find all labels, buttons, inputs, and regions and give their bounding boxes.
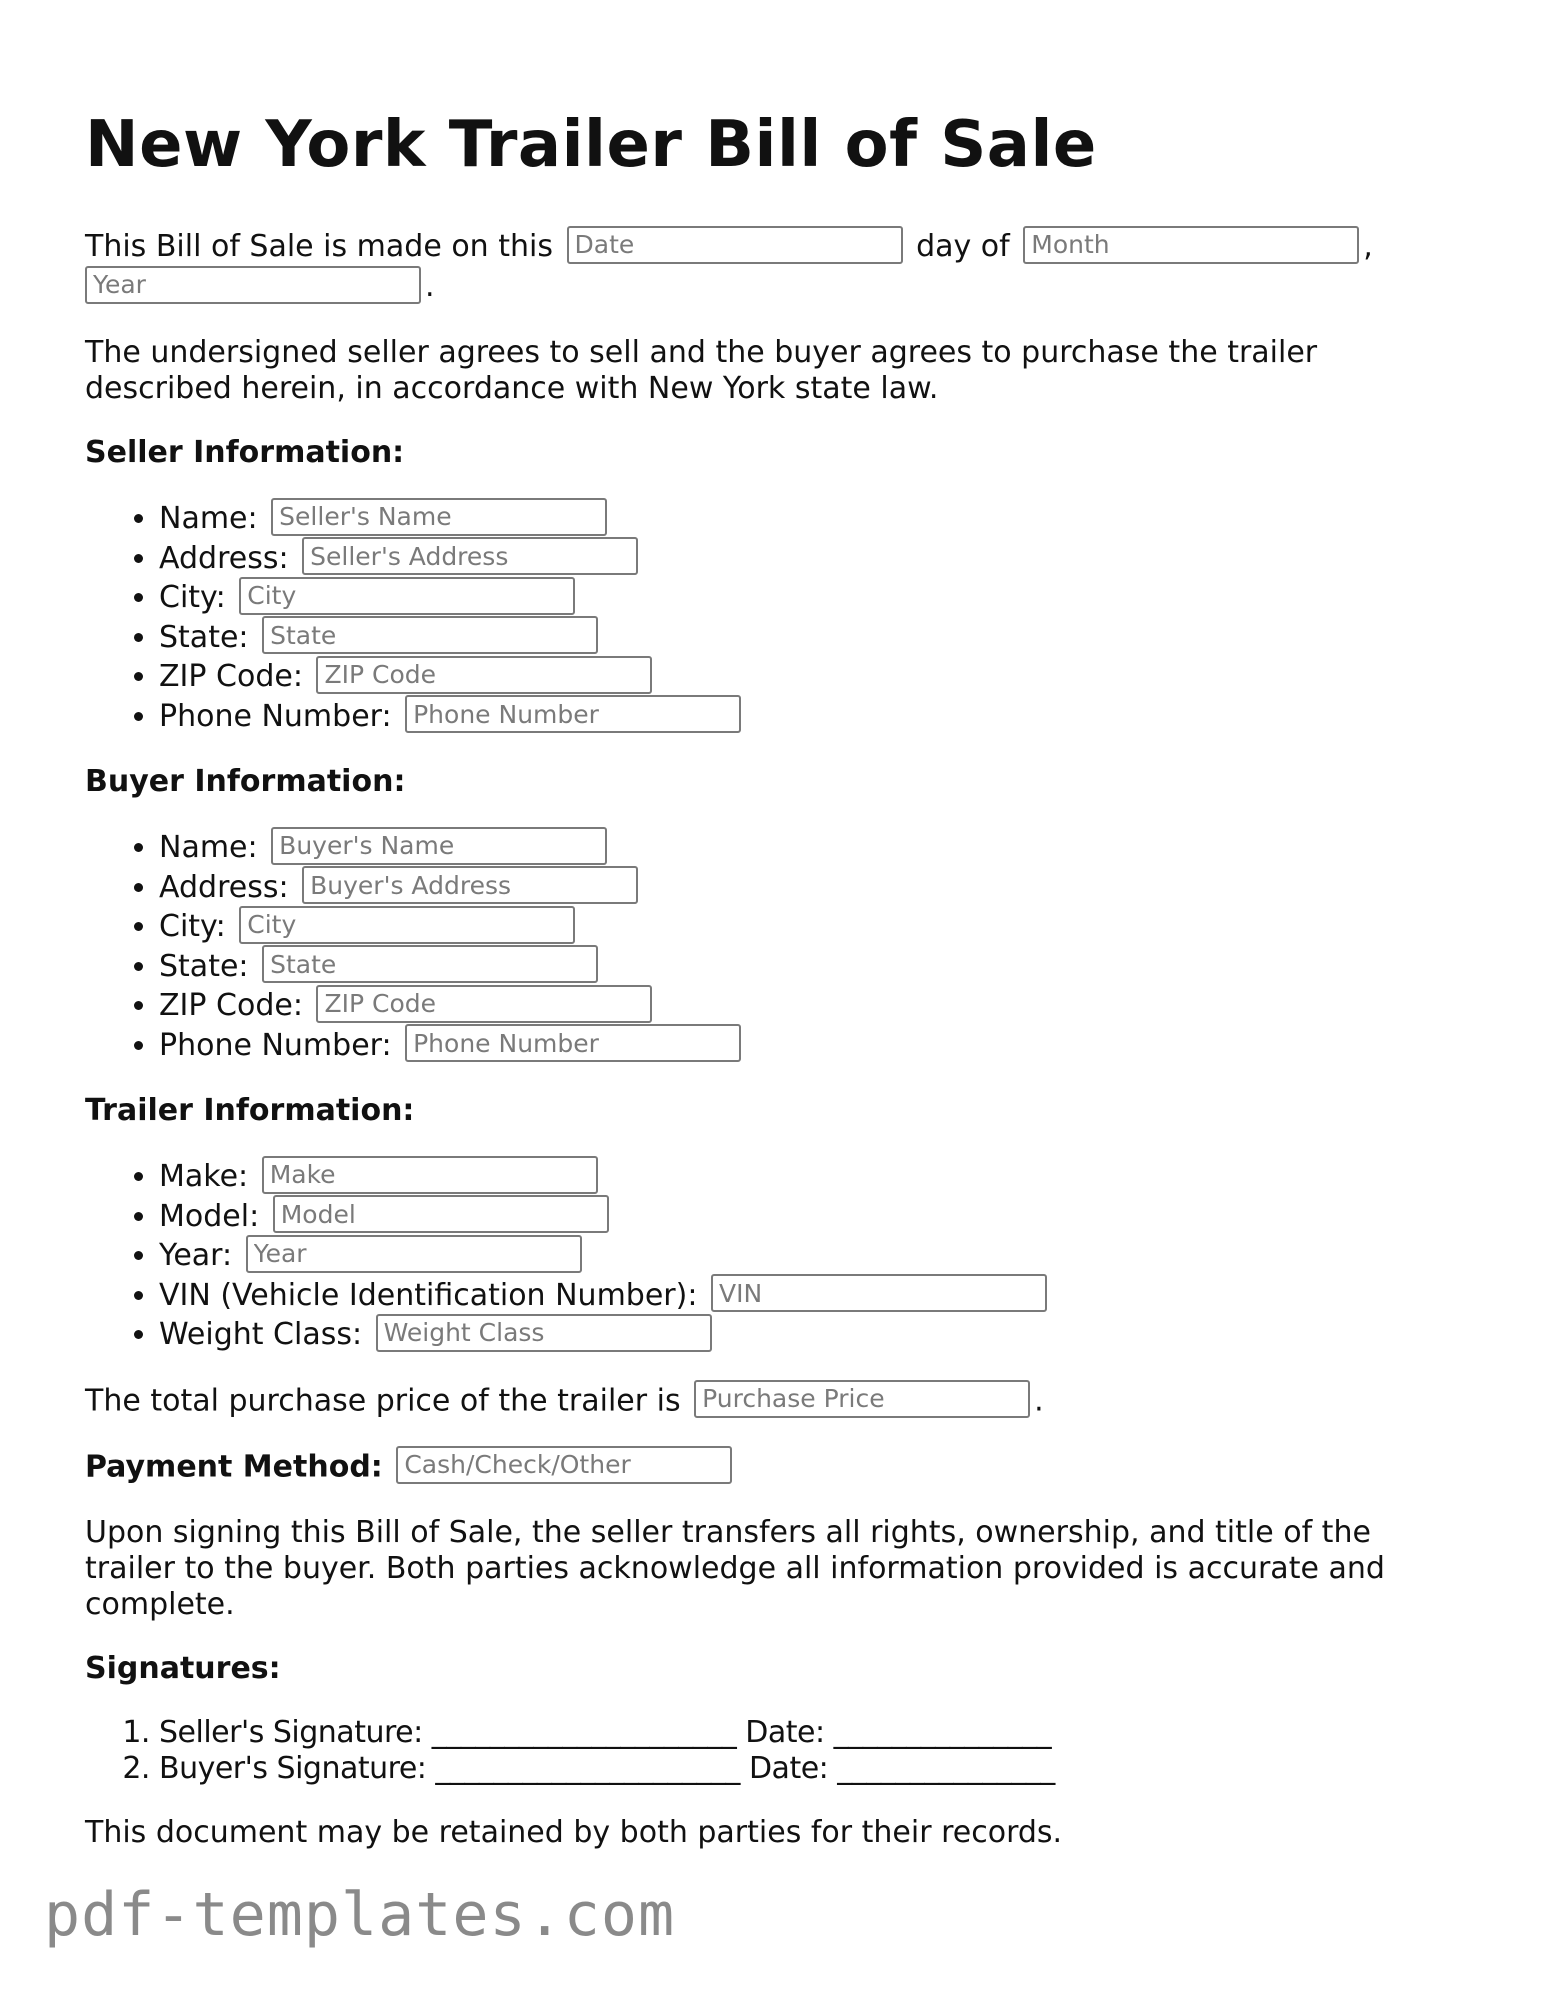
- buyer-signature-line: 2. Buyer's Signature: _____________________ Date: _______________: [159, 1751, 1465, 1787]
- field-label: Address:: [159, 540, 289, 576]
- seller-city-input[interactable]: [239, 577, 575, 615]
- field-label: Model:: [159, 1198, 260, 1234]
- watermark: pdf-templates.com: [44, 1880, 676, 1950]
- intro-comma: ,: [1363, 229, 1373, 264]
- month-input[interactable]: [1023, 226, 1359, 264]
- seller-phone-input[interactable]: [405, 695, 741, 733]
- trailer-field-list: [85, 1157, 1465, 1355]
- list-item: [159, 986, 1465, 1026]
- buyer-heading: Buyer Information:: [85, 764, 406, 799]
- intro-day-of: day of: [916, 229, 1010, 264]
- field-label: City:: [159, 909, 226, 944]
- seller-state-input[interactable]: [262, 616, 598, 654]
- field-label: Phone Number:: [159, 1027, 392, 1063]
- field-label: Make:: [159, 1159, 249, 1194]
- intro-period: .: [425, 269, 435, 304]
- trailer-weight-class-input[interactable]: [376, 1314, 712, 1352]
- field-label: City:: [159, 580, 226, 615]
- field-label: Name:: [159, 830, 258, 865]
- trailer-vin-input[interactable]: [711, 1274, 1047, 1312]
- field-label: VIN (Vehicle Identification Number):: [159, 1277, 698, 1313]
- list-item: [159, 947, 1465, 987]
- price-period: .: [1034, 1383, 1044, 1418]
- price-prefix: The total purchase price of the trailer is: [85, 1383, 681, 1418]
- buyer-state-input[interactable]: [262, 945, 598, 983]
- buyer-phone-input[interactable]: [405, 1024, 741, 1062]
- seller-heading: Seller Information:: [85, 435, 405, 470]
- trailer-make-input[interactable]: [262, 1156, 598, 1194]
- list-item: [159, 618, 1465, 658]
- field-label: State:: [159, 948, 249, 984]
- seller-field-list: [85, 499, 1465, 736]
- buyer-address-input[interactable]: [302, 866, 638, 904]
- list-item: [159, 539, 1465, 579]
- year-input[interactable]: [85, 266, 421, 304]
- list-item: [159, 1197, 1465, 1237]
- field-label: Address:: [159, 869, 289, 905]
- purchase-price-input[interactable]: [694, 1380, 1030, 1418]
- buyer-city-input[interactable]: [239, 906, 575, 944]
- page-title: New York Trailer Bill of Sale: [85, 108, 1097, 182]
- field-label: ZIP Code:: [159, 988, 303, 1023]
- field-label: Year:: [159, 1238, 233, 1273]
- payment-method-row: [85, 1449, 1465, 1487]
- list-item: [159, 907, 1465, 947]
- buyer-zip-input[interactable]: [316, 985, 652, 1023]
- trailer-model-input[interactable]: [273, 1195, 609, 1233]
- buyer-name-input[interactable]: [271, 827, 607, 865]
- list-item: [159, 499, 1465, 539]
- seller-zip-input[interactable]: [316, 656, 652, 694]
- trailer-heading: Trailer Information:: [85, 1093, 415, 1128]
- list-item: [159, 828, 1465, 868]
- payment-method-label: Payment Method:: [85, 1449, 383, 1484]
- list-item: [159, 1026, 1465, 1066]
- list-item: [159, 657, 1465, 697]
- price-sentence: [85, 1383, 1465, 1421]
- date-input[interactable]: [567, 226, 903, 264]
- field-label: State:: [159, 619, 249, 655]
- list-item: [159, 1276, 1465, 1316]
- trailer-year-input[interactable]: [246, 1235, 582, 1273]
- list-item: [159, 1236, 1465, 1276]
- list-item: [159, 1315, 1465, 1355]
- transfer-paragraph: Upon signing this Bill of Sale, the seller transfers all rights, ownership, and title of the trailer to the buyer. Both parties acknowledge all information provided is accurate and complete.: [85, 1514, 1385, 1622]
- seller-address-input[interactable]: [302, 537, 638, 575]
- signature-list: [85, 1715, 1465, 1787]
- field-label: ZIP Code:: [159, 659, 303, 694]
- list-item: [159, 697, 1465, 737]
- intro-sentence: [85, 227, 1465, 307]
- buyer-field-list: [85, 828, 1465, 1065]
- field-label: Name:: [159, 501, 258, 536]
- seller-signature-line: 1. Seller's Signature: _____________________ Date: _______________: [159, 1715, 1465, 1751]
- intro-prefix: This Bill of Sale is made on this: [85, 229, 553, 264]
- seller-name-input[interactable]: [271, 498, 607, 536]
- list-item: [159, 578, 1465, 618]
- agreement-paragraph: The undersigned seller agrees to sell and the buyer agrees to purchase the trailer described herein, in accordance with New York state law.: [85, 335, 1318, 406]
- payment-method-input[interactable]: [396, 1446, 732, 1484]
- retain-paragraph: This document may be retained by both parties for their records.: [85, 1814, 1063, 1850]
- field-label: Weight Class:: [159, 1317, 363, 1352]
- list-item: [159, 868, 1465, 908]
- document-page: [85, 105, 1465, 1879]
- signatures-heading: Signatures:: [85, 1650, 281, 1686]
- list-item: [159, 1157, 1465, 1197]
- field-label: Phone Number:: [159, 698, 392, 734]
